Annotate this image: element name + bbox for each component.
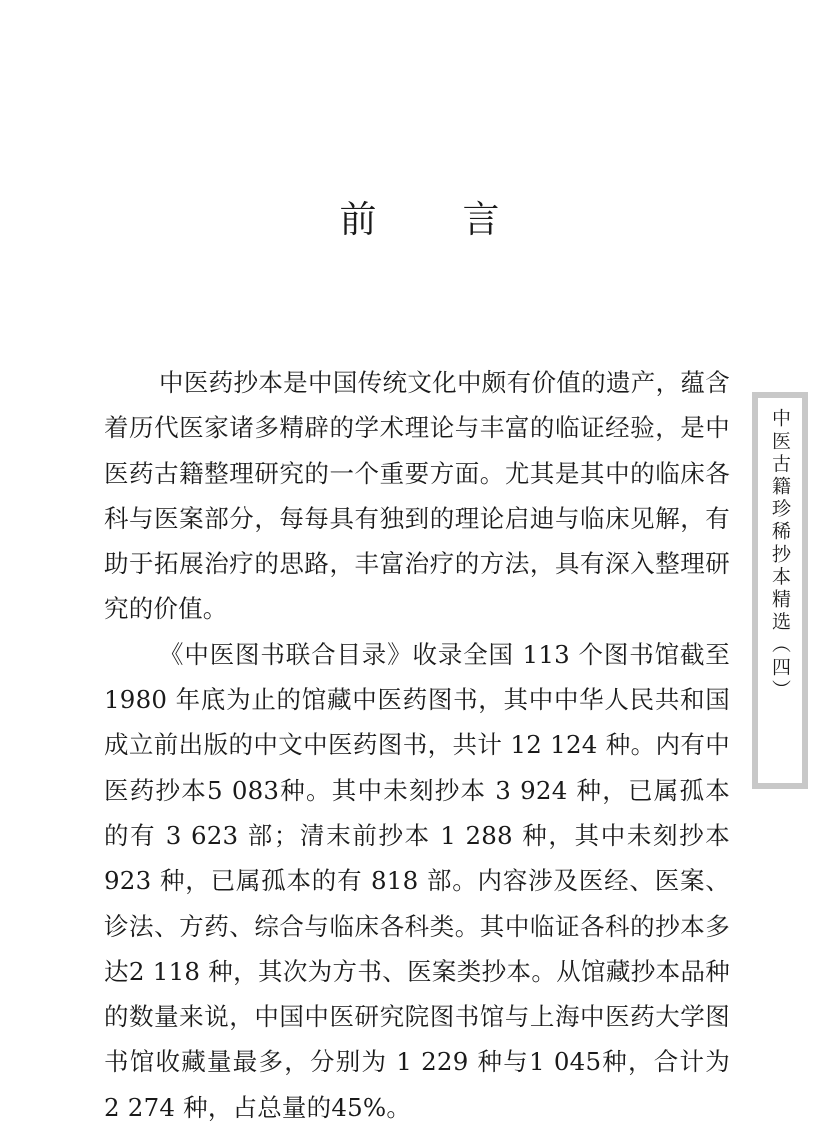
paragraph-1: 中医药抄本是中国传统文化中颇有价值的遗产，蕴含着历代医家诸多精辟的学术理论与丰富的临证经验，是中医药古籍整理研究的一个重要方面。尤其是其中的临床各科与医案部分，每每具有独到的理论启迪与临床见解，有助于拓展治疗的思路，丰富治疗的方法，具有深入整理研究的价值。 (104, 368, 730, 624)
series-side-tab (752, 392, 808, 789)
series-title: 中医古籍珍稀抄本精选（四） (769, 408, 791, 702)
page-title: 前言 (339, 198, 586, 241)
body-text (104, 360, 730, 1130)
paragraph-2: 《中医图书联合目录》收录全国 113 个图书馆截至 1980 年底为止的馆藏中医药图书，其中中华人民共和国成立前出版的中文中医药图书，共计 12 124 种。内有中医药抄本5 083种。其中未刻抄本 3 924 种，已属孤本的有 3 623 部；清末前抄本 1 288 种，其中未刻抄本 923 种，已属孤本的有 818 部。内容涉及医经、医案、诊法、方药、综合与临床各科类。其中临证各科的抄本多达2 118 种，其次为方书、医案类抄本。从馆藏抄本品种的数量来说，中国中医研究院图书馆与上海中医药大学图书馆收藏量最多，分别为 1 229 种与1 045种，合计为 2 274 种，占总量的45%。 (104, 639, 730, 1122)
series-side-tab-frame (758, 398, 802, 783)
